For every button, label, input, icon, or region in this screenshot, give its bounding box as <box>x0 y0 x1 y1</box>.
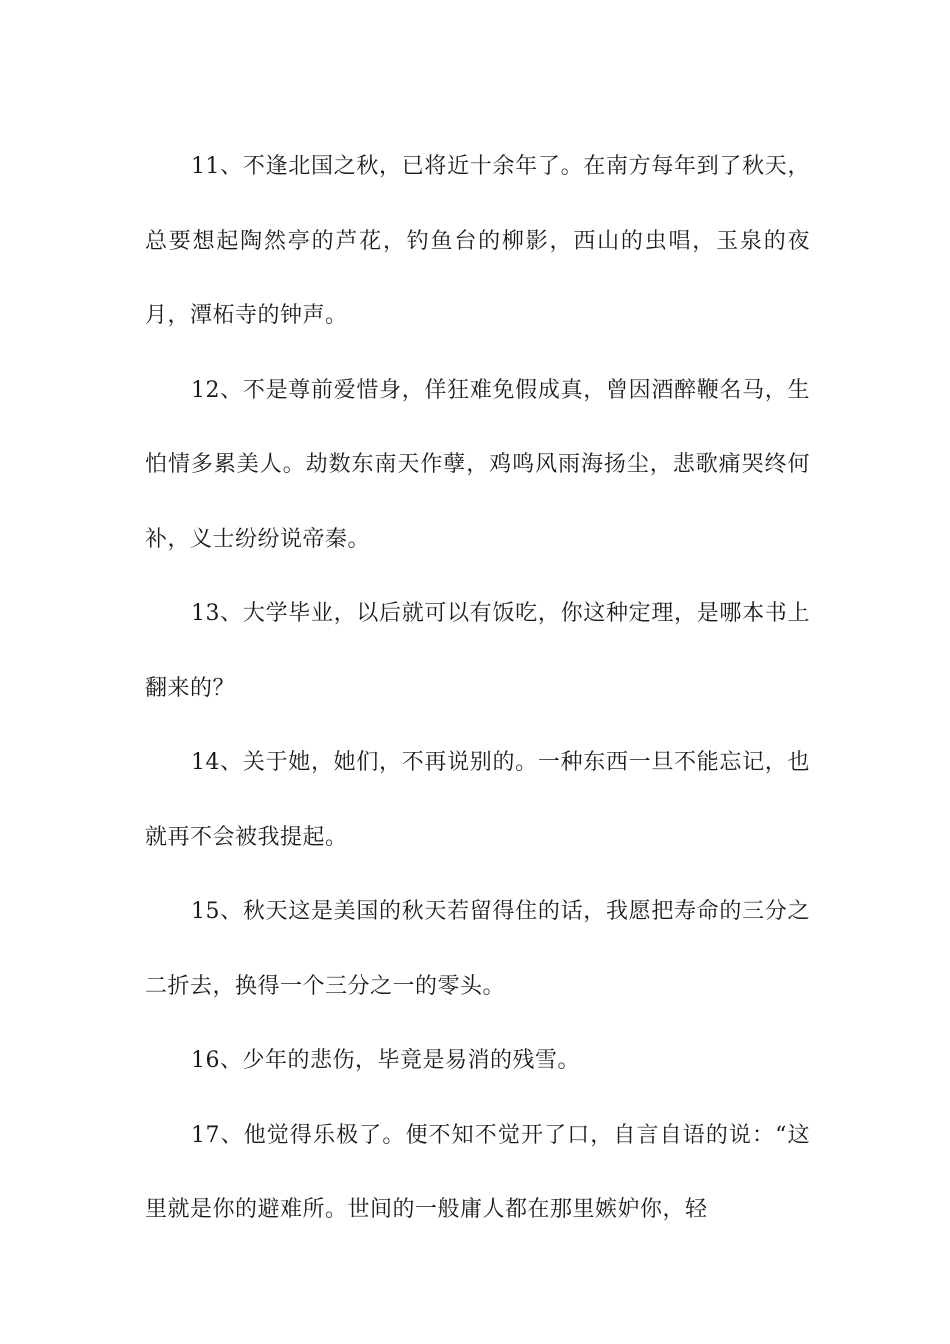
paragraph-12: 12、不是尊前爱惜身，佯狂难免假成真，曾因酒醉鞭名马，生怕情多累美人。劫数东南天作孽，鸡鸣风雨海扬尘，悲歌痛哭终何补，义士纷纷说帝秦。 <box>145 377 810 552</box>
document-body <box>145 130 810 1248</box>
paragraph-17: 17、他觉得乐极了。便不知不觉开了口，自言自语的说：“这里就是你的避难所。世间的一般庸人都在那里嫉妒你，轻 <box>145 1122 810 1222</box>
paragraph-14: 14、关于她，她们，不再说别的。一种东西一旦不能忘记，也就再不会被我提起。 <box>145 750 810 850</box>
paragraph-11: 11、不逢北国之秋，已将近十余年了。在南方每年到了秋天，总要想起陶然亭的芦花，钓鱼台的柳影，西山的虫唱，玉泉的夜月，潭柘寺的钟声。 <box>145 154 810 328</box>
paragraph-15: 15、秋天这是美国的秋天若留得住的话，我愿把寿命的三分之二折去，换得一个三分之一的零头。 <box>145 899 810 999</box>
paragraph-13: 13、大学毕业，以后就可以有饭吃，你这种定理，是哪本书上翻来的？ <box>145 601 810 701</box>
paragraph-16: 16、少年的悲伤，毕竟是易消的残雪。 <box>191 1048 580 1073</box>
